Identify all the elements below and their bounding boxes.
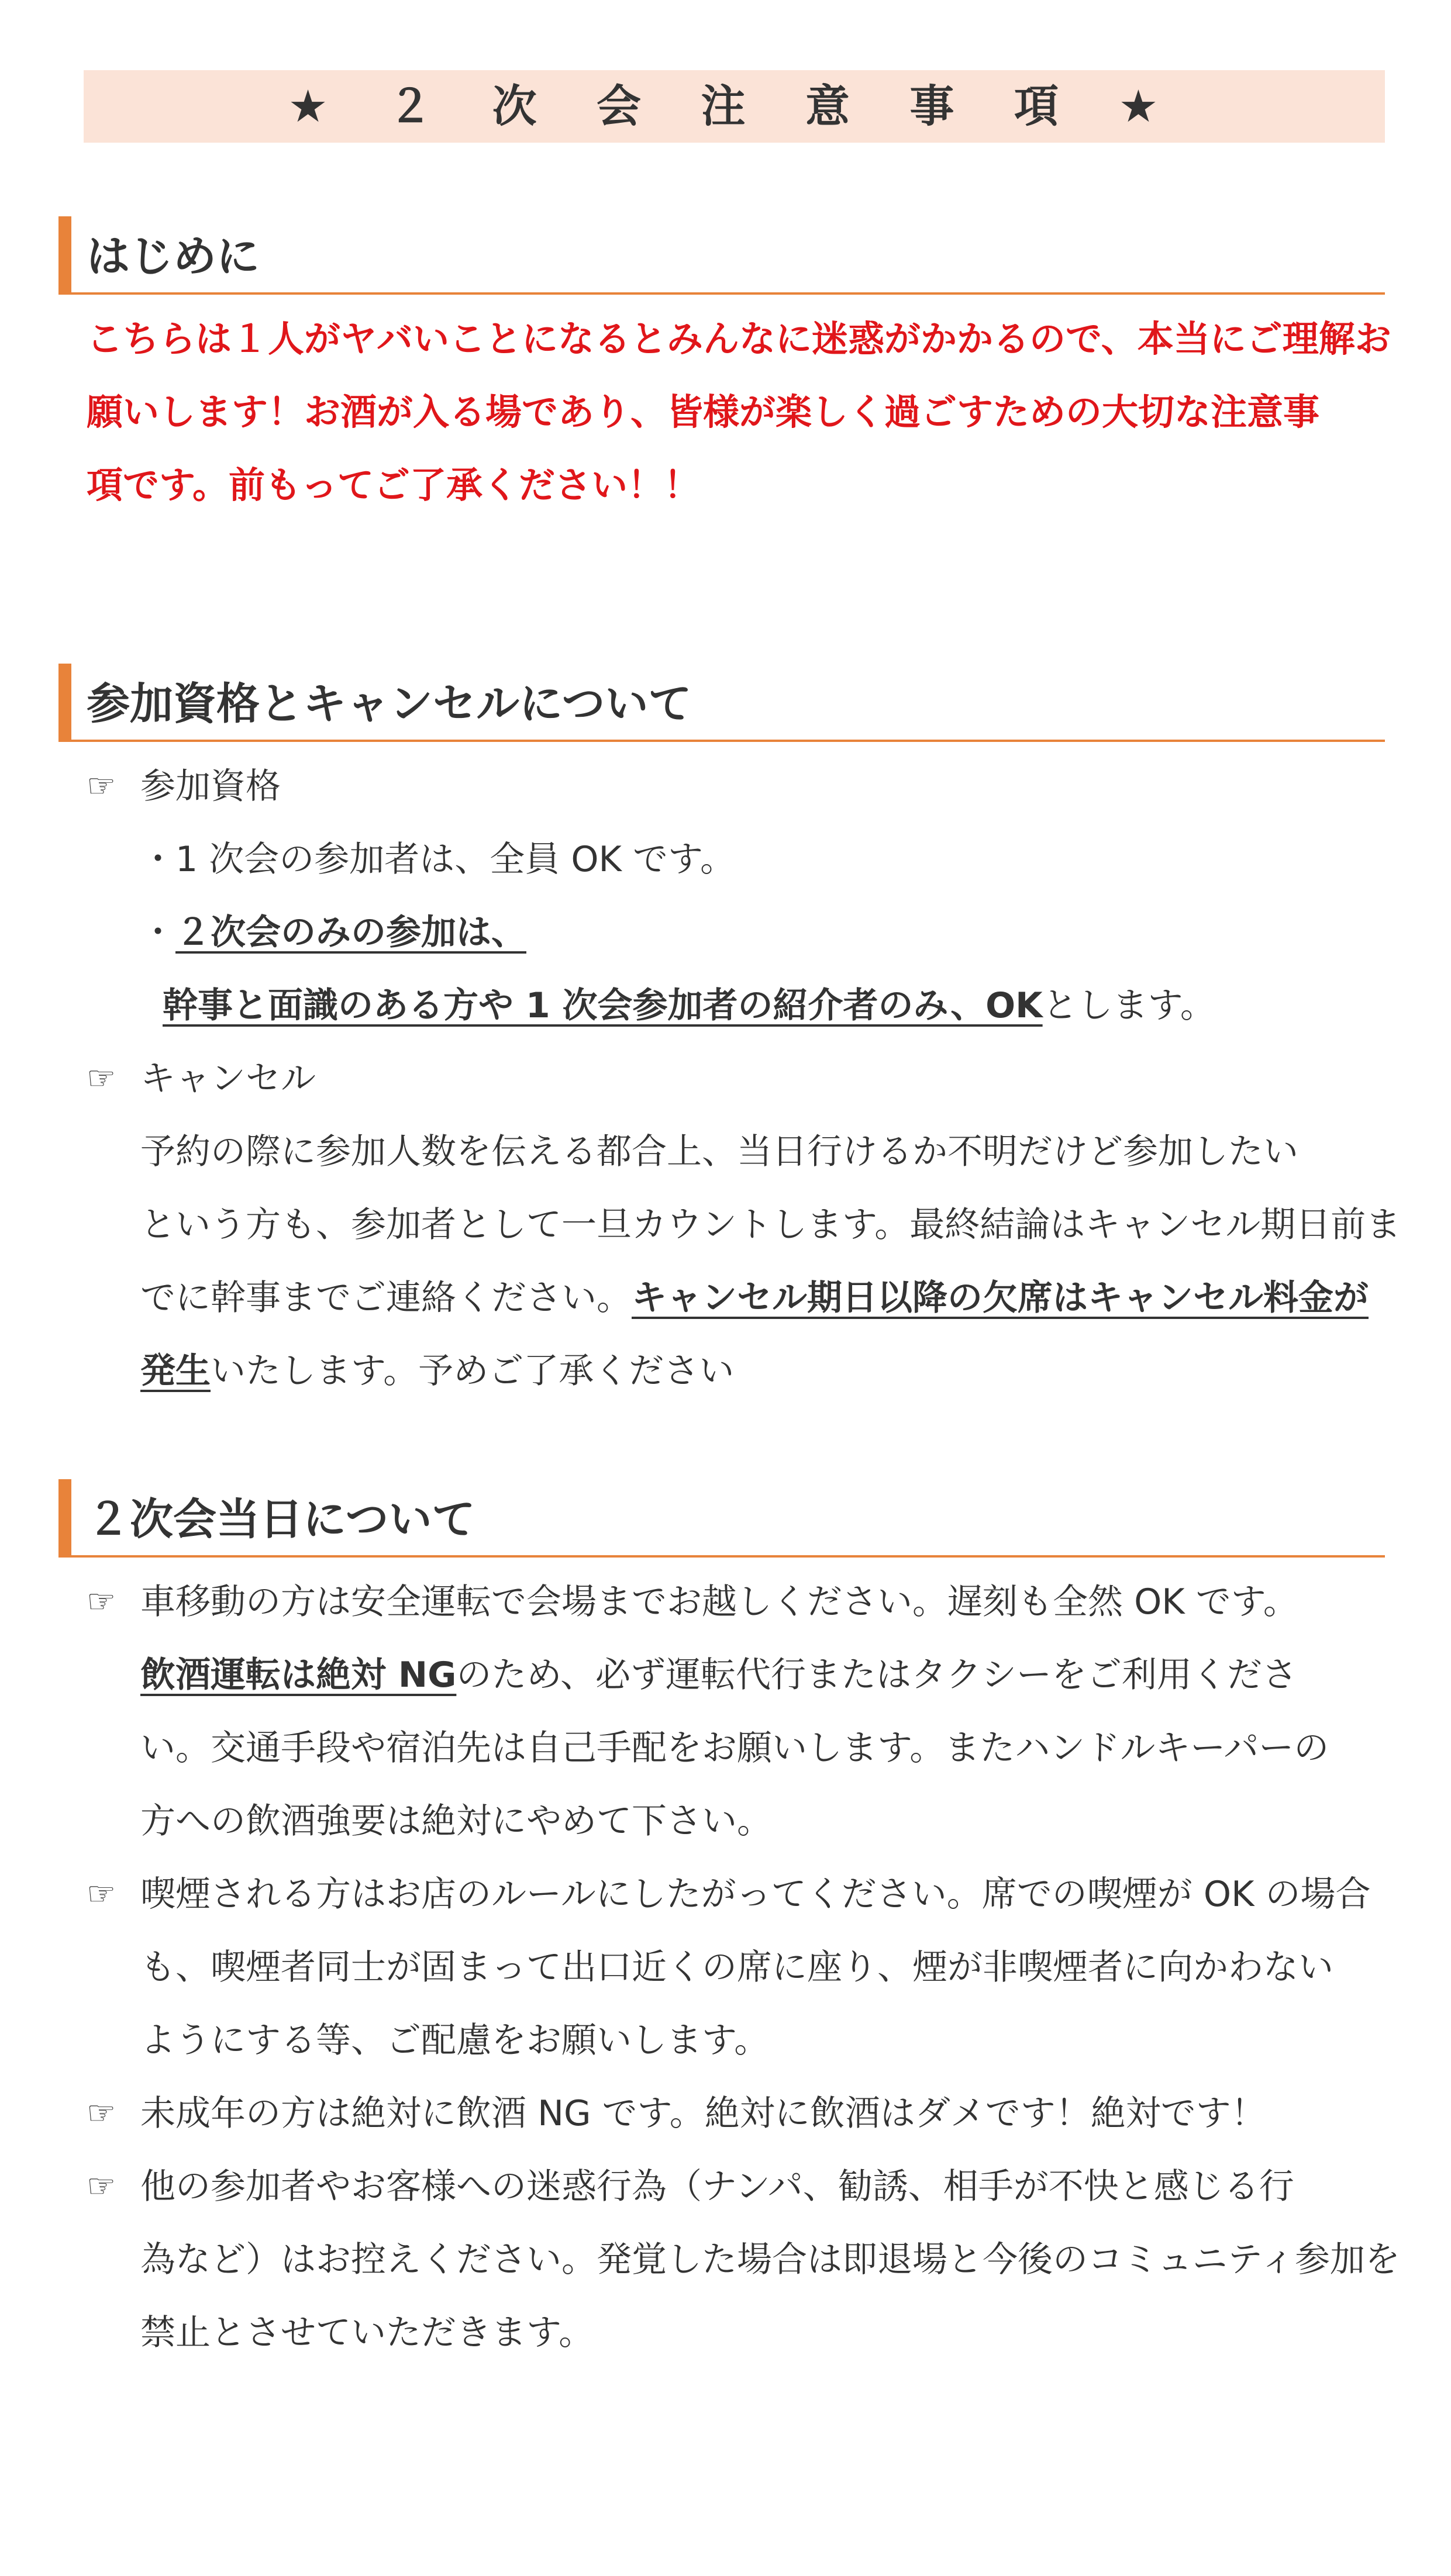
pointing-hand-icon: ☞ [87,767,116,805]
section-title: はじめに [87,232,260,282]
pointing-hand-icon: ☞ [87,2094,116,2132]
section-heading-intro [58,216,1385,295]
day-b1-line-1: 車移動の方は安全運転で会場までお越しください。遅刻も全然 OK です。 [140,1581,1298,1622]
qualification-line-3: 幹事と面識のある方や 1 次会参加者の紹介者のみ、OKとします。 [163,985,1215,1026]
day-b4-line-1: 他の参加者やお客様への迷惑行為（ナンパ、勧誘、相手が不快と感じる行 [140,2166,1294,2207]
qualification-emphasis: 幹事と面識のある方や 1 次会参加者の紹介者のみ、OK [163,985,1043,1026]
section-title: ２次会当日について [87,1494,475,1545]
cancel-line-3: でに幹事までご連絡ください。キャンセル期日以降の欠席はキャンセル料金が [140,1277,1369,1318]
cancel-label: キャンセル [140,1058,316,1099]
intro-line-2: 願いします！お酒が入る場であり、皆様が楽しく過ごすための大切な注意事 [87,391,1320,433]
cancel-emphasis: キャンセル期日以降の欠席はキャンセル料金が [632,1277,1369,1318]
pointing-hand-icon: ☞ [87,1583,116,1621]
qualification-label: 参加資格 [140,766,281,807]
day-b2-line-2: も、喫煙者同士が固まって出口近くの席に座り、煙が非喫煙者に向かわない [140,1947,1333,1988]
day-b2-line-3: ようにする等、ご配慮をお願いします。 [140,2020,770,2061]
day-b1-line-4: 方への飲酒強要は絶対にやめて下さい。 [140,1801,772,1842]
pointing-hand-icon: ☞ [87,1059,116,1097]
heading-accent-bar [58,664,71,740]
pointing-hand-icon: ☞ [87,1875,116,1913]
section-title: 参加資格とキャンセルについて [87,679,692,729]
intro-line-3: 項です。前もってご了承ください！！ [87,464,701,506]
section-heading-eligibility [58,664,1385,742]
day-b4-line-3: 禁止とさせていただきます。 [140,2312,594,2353]
drunk-driving-emphasis: 飲酒運転は絶対 NG [140,1655,457,1696]
cancel-line-1: 予約の際に参加人数を伝える都合上、当日行けるか不明だけど参加したい [140,1131,1298,1172]
qualification-emphasis: ２次会のみの参加は、 [175,912,526,953]
heading-accent-bar [58,216,71,292]
day-b4-line-2: 為など）はお控えください。発覚した場合は即退場と今後のコミュニティ参加を [140,2239,1400,2280]
qualification-line-2: ・２次会のみの参加は、 [140,912,526,953]
section-heading-day [58,1479,1385,1558]
cancel-emphasis: 発生 [140,1351,211,1391]
cancel-line-4: 発生いたします。予めご了承ください [140,1351,735,1391]
pointing-hand-icon: ☞ [87,2167,116,2205]
day-b3-line-1: 未成年の方は絶対に飲酒 NG です。絶対に飲酒はダメです！絶対です！ [140,2093,1266,2134]
page-title-banner: ★ ２ 次 会 注 意 事 項 ★ [84,70,1385,143]
cancel-line-2: という方も、参加者として一旦カウントします。最終結論はキャンセル期日前ま [140,1204,1401,1245]
day-b2-line-1: 喫煙される方はお店のルールにしたがってください。席での喫煙が OK の場合 [140,1874,1371,1915]
day-b1-line-2: 飲酒運転は絶対 NGのため、必ず運転代行またはタクシーをご利用くださ [140,1655,1297,1696]
day-b1-line-3: い。交通手段や宿泊先は自己手配をお願いします。またハンドルキーパーの [140,1728,1329,1769]
heading-accent-bar [58,1479,71,1555]
qualification-line-1: ・1 次会の参加者は、全員 OK です。 [140,839,736,880]
intro-line-1: こちらは１人がヤバいことになるとみんなに迷惑がかかるので、本当にご理解お [87,317,1391,360]
